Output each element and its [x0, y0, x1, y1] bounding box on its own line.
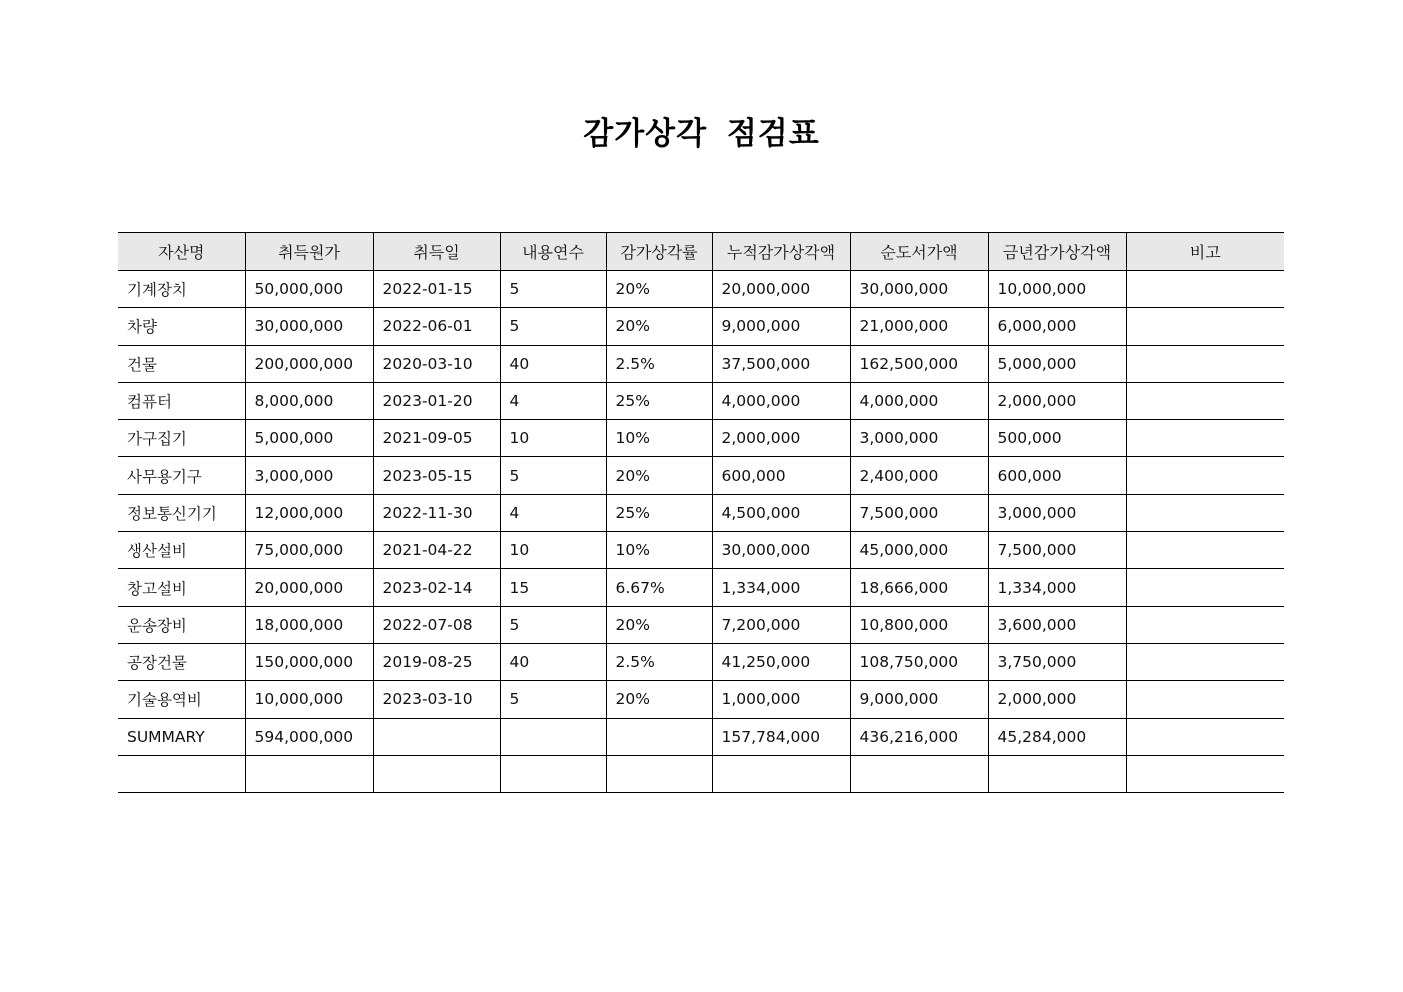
cell-acquisition-date: 2022-01-15	[373, 271, 500, 308]
header-useful-life: 내용연수	[500, 233, 606, 271]
cell-current-year-depreciation: 600,000	[988, 457, 1126, 494]
cell-acquisition-cost: 3,000,000	[245, 457, 373, 494]
cell-acquisition-cost: 5,000,000	[245, 420, 373, 457]
cell-net-book-value: 18,666,000	[850, 569, 988, 606]
cell-current-year-depreciation: 10,000,000	[988, 271, 1126, 308]
cell-asset-name	[118, 755, 245, 792]
cell-acquisition-date: 2022-06-01	[373, 308, 500, 345]
cell-remarks	[1126, 606, 1284, 643]
cell-accumulated-depreciation: 9,000,000	[712, 308, 850, 345]
cell-asset-name: 차량	[118, 308, 245, 345]
cell-current-year-depreciation: 6,000,000	[988, 308, 1126, 345]
cell-current-year-depreciation: 3,000,000	[988, 494, 1126, 531]
cell-remarks	[1126, 718, 1284, 755]
cell-asset-name: 공장건물	[118, 643, 245, 680]
cell-asset-name: 컴퓨터	[118, 382, 245, 419]
cell-remarks	[1126, 643, 1284, 680]
table-row	[118, 606, 1284, 643]
header-depreciation-rate: 감가상각률	[606, 233, 712, 271]
cell-acquisition-cost: 594,000,000	[245, 718, 373, 755]
cell-asset-name: SUMMARY	[118, 718, 245, 755]
cell-useful-life: 5	[500, 606, 606, 643]
cell-acquisition-cost	[245, 755, 373, 792]
cell-depreciation-rate: 20%	[606, 308, 712, 345]
cell-current-year-depreciation: 3,600,000	[988, 606, 1126, 643]
cell-acquisition-date: 2022-11-30	[373, 494, 500, 531]
table-row	[118, 569, 1284, 606]
cell-remarks	[1126, 345, 1284, 382]
cell-remarks	[1126, 755, 1284, 792]
cell-acquisition-cost: 75,000,000	[245, 532, 373, 569]
cell-acquisition-cost: 150,000,000	[245, 643, 373, 680]
cell-net-book-value: 162,500,000	[850, 345, 988, 382]
cell-useful-life: 40	[500, 643, 606, 680]
cell-current-year-depreciation: 3,750,000	[988, 643, 1126, 680]
cell-depreciation-rate: 20%	[606, 606, 712, 643]
cell-depreciation-rate: 10%	[606, 420, 712, 457]
cell-acquisition-date	[373, 718, 500, 755]
cell-net-book-value: 21,000,000	[850, 308, 988, 345]
cell-accumulated-depreciation: 2,000,000	[712, 420, 850, 457]
cell-asset-name: 사무용기구	[118, 457, 245, 494]
cell-useful-life	[500, 718, 606, 755]
cell-remarks	[1126, 271, 1284, 308]
cell-acquisition-date	[373, 755, 500, 792]
cell-net-book-value: 45,000,000	[850, 532, 988, 569]
cell-useful-life: 10	[500, 420, 606, 457]
cell-accumulated-depreciation: 4,500,000	[712, 494, 850, 531]
cell-asset-name: 생산설비	[118, 532, 245, 569]
table-row	[118, 345, 1284, 382]
cell-remarks	[1126, 382, 1284, 419]
cell-accumulated-depreciation: 4,000,000	[712, 382, 850, 419]
cell-accumulated-depreciation: 1,334,000	[712, 569, 850, 606]
cell-accumulated-depreciation: 600,000	[712, 457, 850, 494]
cell-acquisition-date: 2021-09-05	[373, 420, 500, 457]
cell-depreciation-rate: 2.5%	[606, 643, 712, 680]
cell-asset-name: 정보통신기기	[118, 494, 245, 531]
cell-net-book-value: 10,800,000	[850, 606, 988, 643]
cell-useful-life	[500, 755, 606, 792]
cell-net-book-value: 2,400,000	[850, 457, 988, 494]
cell-current-year-depreciation: 2,000,000	[988, 681, 1126, 718]
table-row	[118, 755, 1284, 792]
page-title: 감가상각 점검표	[583, 116, 820, 152]
cell-remarks	[1126, 494, 1284, 531]
cell-net-book-value: 108,750,000	[850, 643, 988, 680]
cell-net-book-value: 9,000,000	[850, 681, 988, 718]
cell-asset-name: 기계장치	[118, 271, 245, 308]
cell-current-year-depreciation: 7,500,000	[988, 532, 1126, 569]
header-current-year-depreciation: 금년감가상각액	[988, 233, 1126, 271]
cell-useful-life: 40	[500, 345, 606, 382]
cell-useful-life: 5	[500, 457, 606, 494]
cell-remarks	[1126, 532, 1284, 569]
cell-net-book-value: 436,216,000	[850, 718, 988, 755]
cell-asset-name: 운송장비	[118, 606, 245, 643]
cell-useful-life: 5	[500, 271, 606, 308]
cell-accumulated-depreciation: 1,000,000	[712, 681, 850, 718]
cell-depreciation-rate: 20%	[606, 271, 712, 308]
cell-current-year-depreciation: 45,284,000	[988, 718, 1126, 755]
cell-useful-life: 15	[500, 569, 606, 606]
cell-current-year-depreciation: 1,334,000	[988, 569, 1126, 606]
cell-remarks	[1126, 457, 1284, 494]
cell-asset-name: 창고설비	[118, 569, 245, 606]
cell-acquisition-cost: 20,000,000	[245, 569, 373, 606]
table-row	[118, 308, 1284, 345]
cell-acquisition-date: 2021-04-22	[373, 532, 500, 569]
cell-useful-life: 5	[500, 681, 606, 718]
cell-accumulated-depreciation: 41,250,000	[712, 643, 850, 680]
table-row	[118, 420, 1284, 457]
cell-acquisition-cost: 18,000,000	[245, 606, 373, 643]
cell-acquisition-cost: 30,000,000	[245, 308, 373, 345]
header-accumulated-depreciation: 누적감가상각액	[712, 233, 850, 271]
table-row	[118, 643, 1284, 680]
cell-current-year-depreciation: 500,000	[988, 420, 1126, 457]
cell-accumulated-depreciation: 30,000,000	[712, 532, 850, 569]
header-row	[118, 233, 1284, 271]
header-net-book-value: 순도서가액	[850, 233, 988, 271]
cell-useful-life: 10	[500, 532, 606, 569]
cell-acquisition-cost: 10,000,000	[245, 681, 373, 718]
cell-remarks	[1126, 420, 1284, 457]
cell-remarks	[1126, 681, 1284, 718]
cell-current-year-depreciation: 2,000,000	[988, 382, 1126, 419]
cell-remarks	[1126, 569, 1284, 606]
cell-depreciation-rate: 20%	[606, 457, 712, 494]
cell-acquisition-date: 2023-01-20	[373, 382, 500, 419]
cell-useful-life: 5	[500, 308, 606, 345]
cell-net-book-value: 7,500,000	[850, 494, 988, 531]
table-row	[118, 271, 1284, 308]
cell-net-book-value: 30,000,000	[850, 271, 988, 308]
cell-useful-life: 4	[500, 494, 606, 531]
cell-depreciation-rate: 25%	[606, 382, 712, 419]
table-row	[118, 457, 1284, 494]
cell-depreciation-rate: 6.67%	[606, 569, 712, 606]
cell-depreciation-rate: 20%	[606, 681, 712, 718]
cell-current-year-depreciation	[988, 755, 1126, 792]
cell-asset-name: 기술용역비	[118, 681, 245, 718]
cell-accumulated-depreciation: 157,784,000	[712, 718, 850, 755]
summary-row	[118, 718, 1284, 755]
cell-acquisition-date: 2019-08-25	[373, 643, 500, 680]
cell-acquisition-date: 2023-02-14	[373, 569, 500, 606]
cell-current-year-depreciation: 5,000,000	[988, 345, 1126, 382]
cell-acquisition-date: 2023-05-15	[373, 457, 500, 494]
cell-accumulated-depreciation	[712, 755, 850, 792]
cell-net-book-value	[850, 755, 988, 792]
cell-acquisition-cost: 200,000,000	[245, 345, 373, 382]
table-row	[118, 382, 1284, 419]
table-body	[118, 271, 1284, 793]
header-acquisition-cost: 취득원가	[245, 233, 373, 271]
cell-acquisition-cost: 50,000,000	[245, 271, 373, 308]
table-row	[118, 494, 1284, 531]
cell-acquisition-date: 2023-03-10	[373, 681, 500, 718]
cell-depreciation-rate: 25%	[606, 494, 712, 531]
cell-depreciation-rate	[606, 755, 712, 792]
cell-acquisition-date: 2020-03-10	[373, 345, 500, 382]
cell-depreciation-rate: 2.5%	[606, 345, 712, 382]
cell-accumulated-depreciation: 37,500,000	[712, 345, 850, 382]
cell-depreciation-rate	[606, 718, 712, 755]
cell-net-book-value: 3,000,000	[850, 420, 988, 457]
cell-asset-name: 건물	[118, 345, 245, 382]
depreciation-table	[118, 232, 1284, 793]
table-row	[118, 532, 1284, 569]
header-remarks: 비고	[1126, 233, 1284, 271]
cell-depreciation-rate: 10%	[606, 532, 712, 569]
cell-remarks	[1126, 308, 1284, 345]
header-asset-name: 자산명	[118, 233, 245, 271]
cell-net-book-value: 4,000,000	[850, 382, 988, 419]
cell-acquisition-cost: 12,000,000	[245, 494, 373, 531]
cell-acquisition-cost: 8,000,000	[245, 382, 373, 419]
cell-useful-life: 4	[500, 382, 606, 419]
header-acquisition-date: 취득일	[373, 233, 500, 271]
cell-accumulated-depreciation: 20,000,000	[712, 271, 850, 308]
cell-asset-name: 가구집기	[118, 420, 245, 457]
cell-acquisition-date: 2022-07-08	[373, 606, 500, 643]
cell-accumulated-depreciation: 7,200,000	[712, 606, 850, 643]
table-row	[118, 681, 1284, 718]
